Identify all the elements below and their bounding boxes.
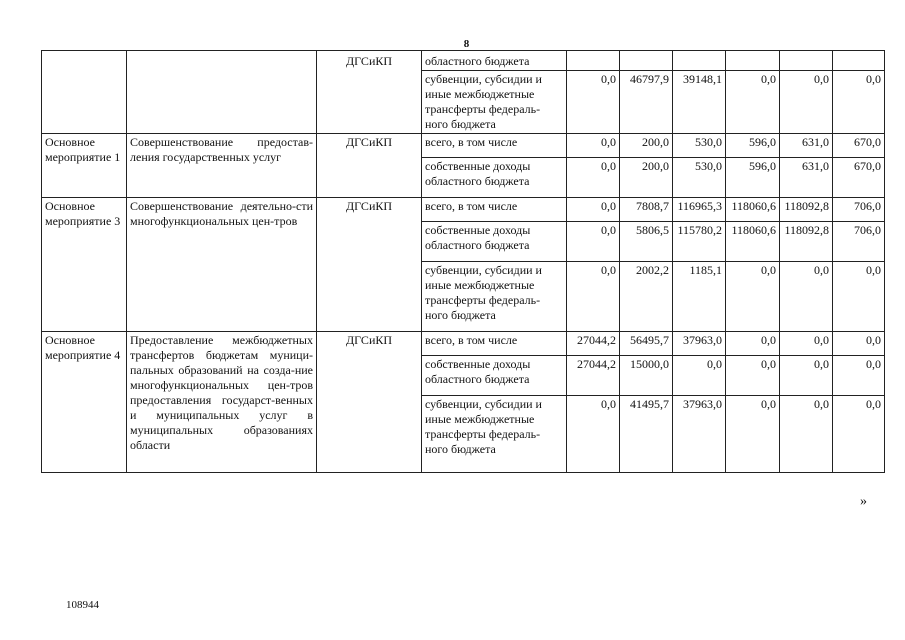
value-cell: 530,0 [673,158,726,198]
funding-source-cell: субвенции, субсидии и иные межбюджетные трансферты федераль-ного бюджета [422,262,567,332]
value-cell: 0,0 [567,158,620,198]
table-row [42,134,885,158]
value-cell: 0,0 [833,396,885,473]
event-cell: Основное мероприятие 3 [42,198,127,332]
value-cell: 706,0 [833,198,885,222]
event-name-cell: Предоставление межбюджетных трансфертов бюджетам муници-пальных образований на созда-ние многофункциональных цен-тров предоставления государст-венных и муниципальных услуг в муниципальных образованиях области [127,332,317,473]
value-cell: 5806,5 [620,222,673,262]
value-cell: 631,0 [780,134,833,158]
event-cell [42,51,127,134]
value-cell: 118092,8 [780,198,833,222]
value-cell: 200,0 [620,158,673,198]
value-cell [726,51,780,71]
value-cell: 631,0 [780,158,833,198]
budget-table [41,50,885,473]
value-cell: 0,0 [780,356,833,396]
value-cell: 0,0 [833,262,885,332]
value-cell: 0,0 [780,262,833,332]
value-cell: 37963,0 [673,332,726,356]
value-cell: 0,0 [726,396,780,473]
value-cell: 1185,1 [673,262,726,332]
value-cell [620,51,673,71]
value-cell: 39148,1 [673,71,726,134]
executor-cell: ДГСиКП [317,51,422,134]
value-cell: 0,0 [567,198,620,222]
document-code: 108944 [66,599,99,611]
value-cell: 706,0 [833,222,885,262]
value-cell: 0,0 [833,356,885,396]
value-cell: 46797,9 [620,71,673,134]
budget-table-body [42,51,885,473]
value-cell: 0,0 [726,332,780,356]
value-cell: 0,0 [726,262,780,332]
value-cell: 0,0 [567,222,620,262]
event-cell: Основное мероприятие 4 [42,332,127,473]
funding-source-cell: всего, в том числе [422,134,567,158]
event-cell: Основное мероприятие 1 [42,134,127,198]
value-cell: 118092,8 [780,222,833,262]
closing-quote: » [860,494,867,509]
funding-source-cell: субвенции, субсидии и иные межбюджетные трансферты федераль-ного бюджета [422,396,567,473]
value-cell: 2002,2 [620,262,673,332]
table-row [42,51,885,71]
funding-source-cell: всего, в том числе [422,332,567,356]
table-row [42,198,885,222]
value-cell: 670,0 [833,134,885,158]
value-cell: 0,0 [567,71,620,134]
value-cell: 0,0 [673,356,726,396]
value-cell: 200,0 [620,134,673,158]
value-cell [567,51,620,71]
value-cell: 596,0 [726,134,780,158]
value-cell: 0,0 [780,396,833,473]
event-name-cell [127,51,317,134]
value-cell: 0,0 [567,396,620,473]
value-cell: 37963,0 [673,396,726,473]
value-cell [673,51,726,71]
funding-source-cell: субвенции, субсидии и иные межбюджетные трансферты федераль-ного бюджета [422,71,567,134]
funding-source-cell: собственные доходы областного бюджета [422,356,567,396]
executor-cell: ДГСиКП [317,332,422,473]
funding-source-cell: собственные доходы областного бюджета [422,158,567,198]
page-number: 8 [463,38,470,50]
funding-source-cell: собственные доходы областного бюджета [422,222,567,262]
value-cell: 7808,7 [620,198,673,222]
value-cell: 0,0 [726,356,780,396]
value-cell: 15000,0 [620,356,673,396]
executor-cell: ДГСиКП [317,198,422,332]
value-cell: 27044,2 [567,332,620,356]
event-name-cell: Совершенствование деятельно-сти многофункциональных цен-тров [127,198,317,332]
value-cell: 530,0 [673,134,726,158]
value-cell: 118060,6 [726,198,780,222]
value-cell: 116965,3 [673,198,726,222]
value-cell: 0,0 [780,332,833,356]
value-cell: 0,0 [780,71,833,134]
table-row [42,332,885,356]
value-cell: 0,0 [567,134,620,158]
value-cell: 27044,2 [567,356,620,396]
value-cell: 118060,6 [726,222,780,262]
funding-source-cell: областного бюджета [422,51,567,71]
value-cell: 596,0 [726,158,780,198]
value-cell: 115780,2 [673,222,726,262]
executor-cell: ДГСиКП [317,134,422,198]
value-cell: 41495,7 [620,396,673,473]
value-cell [780,51,833,71]
value-cell: 0,0 [833,332,885,356]
funding-source-cell: всего, в том числе [422,198,567,222]
value-cell: 56495,7 [620,332,673,356]
value-cell [833,51,885,71]
value-cell: 0,0 [833,71,885,134]
event-name-cell: Совершенствование предостав-ления государственных услуг [127,134,317,198]
value-cell: 0,0 [726,71,780,134]
value-cell: 670,0 [833,158,885,198]
value-cell: 0,0 [567,262,620,332]
